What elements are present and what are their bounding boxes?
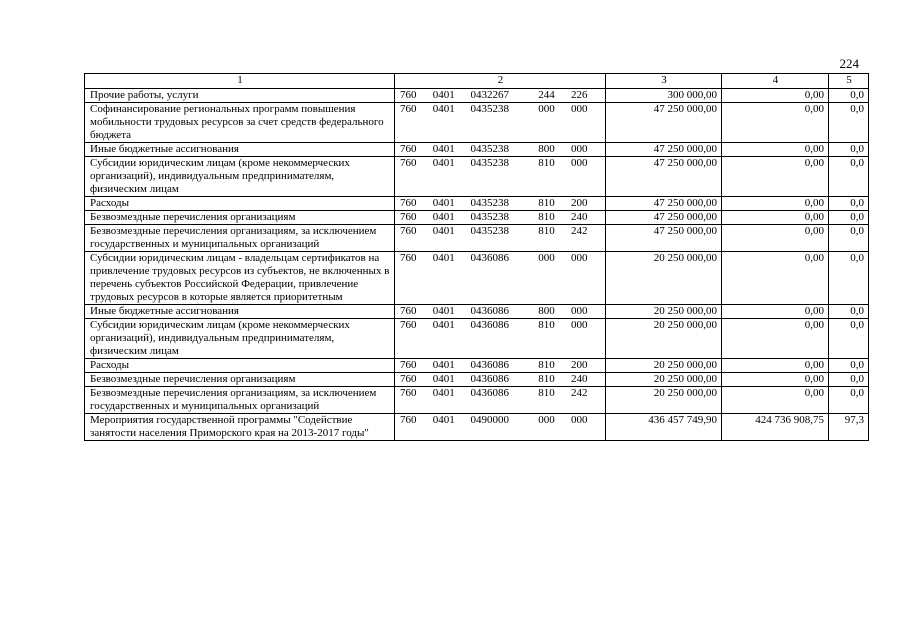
code-ministry: 760 — [400, 197, 417, 209]
table-row — [85, 225, 869, 252]
code-ministry: 760 — [400, 225, 417, 237]
code-ministry: 760 — [400, 143, 417, 155]
row-value-4: 0,00 — [722, 305, 829, 319]
row-code — [395, 414, 606, 441]
code-target: 0436086 — [470, 319, 509, 331]
header-col-1: 1 — [85, 74, 395, 89]
code-target: 0436086 — [470, 373, 509, 385]
code-type: 810 — [538, 225, 555, 237]
code-kosgu: 000 — [571, 305, 588, 317]
table-row — [85, 414, 869, 441]
code-section: 0401 — [432, 319, 455, 331]
row-value-5: 0,0 — [829, 252, 869, 305]
row-value-4: 0,00 — [722, 103, 829, 143]
code-section: 0401 — [432, 252, 455, 264]
row-value-4: 0,00 — [722, 373, 829, 387]
code-ministry: 760 — [400, 305, 417, 317]
row-name: Субсидии юридическим лицам (кроме некоммерческих организаций), индивидуальным предпринимателям, физическим лицам — [85, 319, 395, 359]
code-kosgu: 000 — [571, 319, 588, 331]
row-value-5: 0,0 — [829, 387, 869, 414]
row-name: Иные бюджетные ассигнования — [85, 143, 395, 157]
code-section: 0401 — [432, 373, 455, 385]
code-target: 0436086 — [470, 305, 509, 317]
code-kosgu: 000 — [571, 414, 588, 426]
code-ministry: 760 — [400, 319, 417, 331]
code-section: 0401 — [432, 387, 455, 399]
code-section: 0401 — [432, 225, 455, 237]
table-row — [85, 359, 869, 373]
row-value-3: 20 250 000,00 — [606, 305, 722, 319]
row-value-4: 0,00 — [722, 157, 829, 197]
row-code — [395, 211, 606, 225]
row-code — [395, 359, 606, 373]
code-kosgu: 240 — [571, 211, 588, 223]
code-target: 0436086 — [470, 387, 509, 399]
row-name: Безвозмездные перечисления организациям, за исключением государственных и муниципальных организаций — [85, 225, 395, 252]
code-section: 0401 — [432, 211, 455, 223]
code-section: 0401 — [432, 197, 455, 209]
row-name: Субсидии юридическим лицам - владельцам сертификатов на привлечение трудовых ресурсов из субъектов, не включенных в перечень субъектов Российской Федерации, привлечение трудовых ресурсов в которые является приоритетным — [85, 252, 395, 305]
code-type: 810 — [538, 197, 555, 209]
code-ministry: 760 — [400, 211, 417, 223]
row-code — [395, 373, 606, 387]
row-name: Расходы — [85, 359, 395, 373]
row-value-5: 0,0 — [829, 373, 869, 387]
row-value-5: 0,0 — [829, 197, 869, 211]
row-value-3: 20 250 000,00 — [606, 359, 722, 373]
row-value-4: 0,00 — [722, 211, 829, 225]
header-row — [85, 74, 869, 89]
row-code — [395, 305, 606, 319]
code-kosgu: 226 — [571, 89, 588, 101]
row-value-3: 20 250 000,00 — [606, 373, 722, 387]
row-name: Софинансирование региональных программ повышения мобильности трудовых ресурсов за счет средств федерального бюджета — [85, 103, 395, 143]
header-col-5: 5 — [829, 74, 869, 89]
code-kosgu: 000 — [571, 252, 588, 264]
header-col-4: 4 — [722, 74, 829, 89]
row-value-5: 0,0 — [829, 225, 869, 252]
row-code — [395, 157, 606, 197]
table-row — [85, 157, 869, 197]
code-type: 800 — [538, 143, 555, 155]
table-row — [85, 89, 869, 103]
row-value-4: 0,00 — [722, 197, 829, 211]
code-ministry: 760 — [400, 157, 417, 169]
row-name: Безвозмездные перечисления организациям — [85, 373, 395, 387]
code-section: 0401 — [432, 414, 455, 426]
code-type: 000 — [538, 252, 555, 264]
row-code — [395, 387, 606, 414]
row-code — [395, 197, 606, 211]
row-value-5: 97,3 — [829, 414, 869, 441]
code-ministry: 760 — [400, 89, 417, 101]
code-ministry: 760 — [400, 387, 417, 399]
row-code — [395, 319, 606, 359]
table-row — [85, 387, 869, 414]
row-value-3: 47 250 000,00 — [606, 143, 722, 157]
row-code — [395, 103, 606, 143]
row-value-4: 0,00 — [722, 225, 829, 252]
code-type: 810 — [538, 373, 555, 385]
table-row — [85, 305, 869, 319]
row-code — [395, 252, 606, 305]
code-target: 0436086 — [470, 252, 509, 264]
code-target: 0435238 — [470, 103, 509, 115]
row-name: Прочие работы, услуги — [85, 89, 395, 103]
code-target: 0432267 — [470, 89, 509, 101]
code-section: 0401 — [432, 305, 455, 317]
code-type: 800 — [538, 305, 555, 317]
code-ministry: 760 — [400, 252, 417, 264]
row-value-4: 0,00 — [722, 89, 829, 103]
table-row — [85, 103, 869, 143]
row-value-3: 47 250 000,00 — [606, 157, 722, 197]
table-row — [85, 319, 869, 359]
row-value-4: 0,00 — [722, 252, 829, 305]
code-section: 0401 — [432, 359, 455, 371]
row-value-5: 0,0 — [829, 359, 869, 373]
row-value-5: 0,0 — [829, 305, 869, 319]
code-type: 810 — [538, 387, 555, 399]
row-value-4: 0,00 — [722, 143, 829, 157]
row-code — [395, 225, 606, 252]
row-value-5: 0,0 — [829, 319, 869, 359]
header-col-2: 2 — [395, 74, 606, 89]
row-value-4: 0,00 — [722, 359, 829, 373]
row-value-5: 0,0 — [829, 143, 869, 157]
code-kosgu: 240 — [571, 373, 588, 385]
code-kosgu: 000 — [571, 103, 588, 115]
code-type: 244 — [538, 89, 555, 101]
table-row — [85, 373, 869, 387]
code-kosgu: 000 — [571, 157, 588, 169]
row-value-4: 424 736 908,75 — [722, 414, 829, 441]
code-kosgu: 000 — [571, 143, 588, 155]
row-name: Безвозмездные перечисления организациям, за исключением государственных и муниципальных организаций — [85, 387, 395, 414]
row-value-3: 436 457 749,90 — [606, 414, 722, 441]
row-value-3: 20 250 000,00 — [606, 252, 722, 305]
code-target: 0435238 — [470, 143, 509, 155]
row-value-3: 47 250 000,00 — [606, 197, 722, 211]
code-ministry: 760 — [400, 373, 417, 385]
code-kosgu: 242 — [571, 225, 588, 237]
code-section: 0401 — [432, 143, 455, 155]
row-value-5: 0,0 — [829, 103, 869, 143]
code-kosgu: 200 — [571, 359, 588, 371]
code-type: 810 — [538, 319, 555, 331]
table-row — [85, 143, 869, 157]
code-kosgu: 242 — [571, 387, 588, 399]
code-target: 0435238 — [470, 157, 509, 169]
code-ministry: 760 — [400, 359, 417, 371]
code-target: 0435238 — [470, 225, 509, 237]
code-section: 0401 — [432, 103, 455, 115]
code-ministry: 760 — [400, 414, 417, 426]
row-value-3: 300 000,00 — [606, 89, 722, 103]
row-value-3: 47 250 000,00 — [606, 225, 722, 252]
code-section: 0401 — [432, 157, 455, 169]
row-value-3: 20 250 000,00 — [606, 319, 722, 359]
page-number: 224 — [839, 56, 859, 71]
row-value-5: 0,0 — [829, 211, 869, 225]
header-col-3: 3 — [606, 74, 722, 89]
code-type: 000 — [538, 103, 555, 115]
row-value-4: 0,00 — [722, 387, 829, 414]
table-row — [85, 197, 869, 211]
code-type: 810 — [538, 211, 555, 223]
code-ministry: 760 — [400, 103, 417, 115]
row-name: Расходы — [85, 197, 395, 211]
code-type: 810 — [538, 157, 555, 169]
code-target: 0435238 — [470, 197, 509, 209]
row-code — [395, 89, 606, 103]
row-name: Иные бюджетные ассигнования — [85, 305, 395, 319]
code-target: 0490000 — [470, 414, 509, 426]
code-target: 0435238 — [470, 211, 509, 223]
code-type: 000 — [538, 414, 555, 426]
table-row — [85, 211, 869, 225]
row-value-4: 0,00 — [722, 319, 829, 359]
row-code — [395, 143, 606, 157]
row-name: Субсидии юридическим лицам (кроме некоммерческих организаций), индивидуальным предпринимателям, физическим лицам — [85, 157, 395, 197]
code-type: 810 — [538, 359, 555, 371]
table-row — [85, 252, 869, 305]
row-value-5: 0,0 — [829, 89, 869, 103]
row-name: Безвозмездные перечисления организациям — [85, 211, 395, 225]
row-value-3: 20 250 000,00 — [606, 387, 722, 414]
budget-table — [84, 73, 869, 441]
code-section: 0401 — [432, 89, 455, 101]
row-value-3: 47 250 000,00 — [606, 103, 722, 143]
code-kosgu: 200 — [571, 197, 588, 209]
row-value-5: 0,0 — [829, 157, 869, 197]
row-value-3: 47 250 000,00 — [606, 211, 722, 225]
code-target: 0436086 — [470, 359, 509, 371]
row-name: Мероприятия государственной программы "Содействие занятости населения Приморского края на 2013-2017 годы" — [85, 414, 395, 441]
